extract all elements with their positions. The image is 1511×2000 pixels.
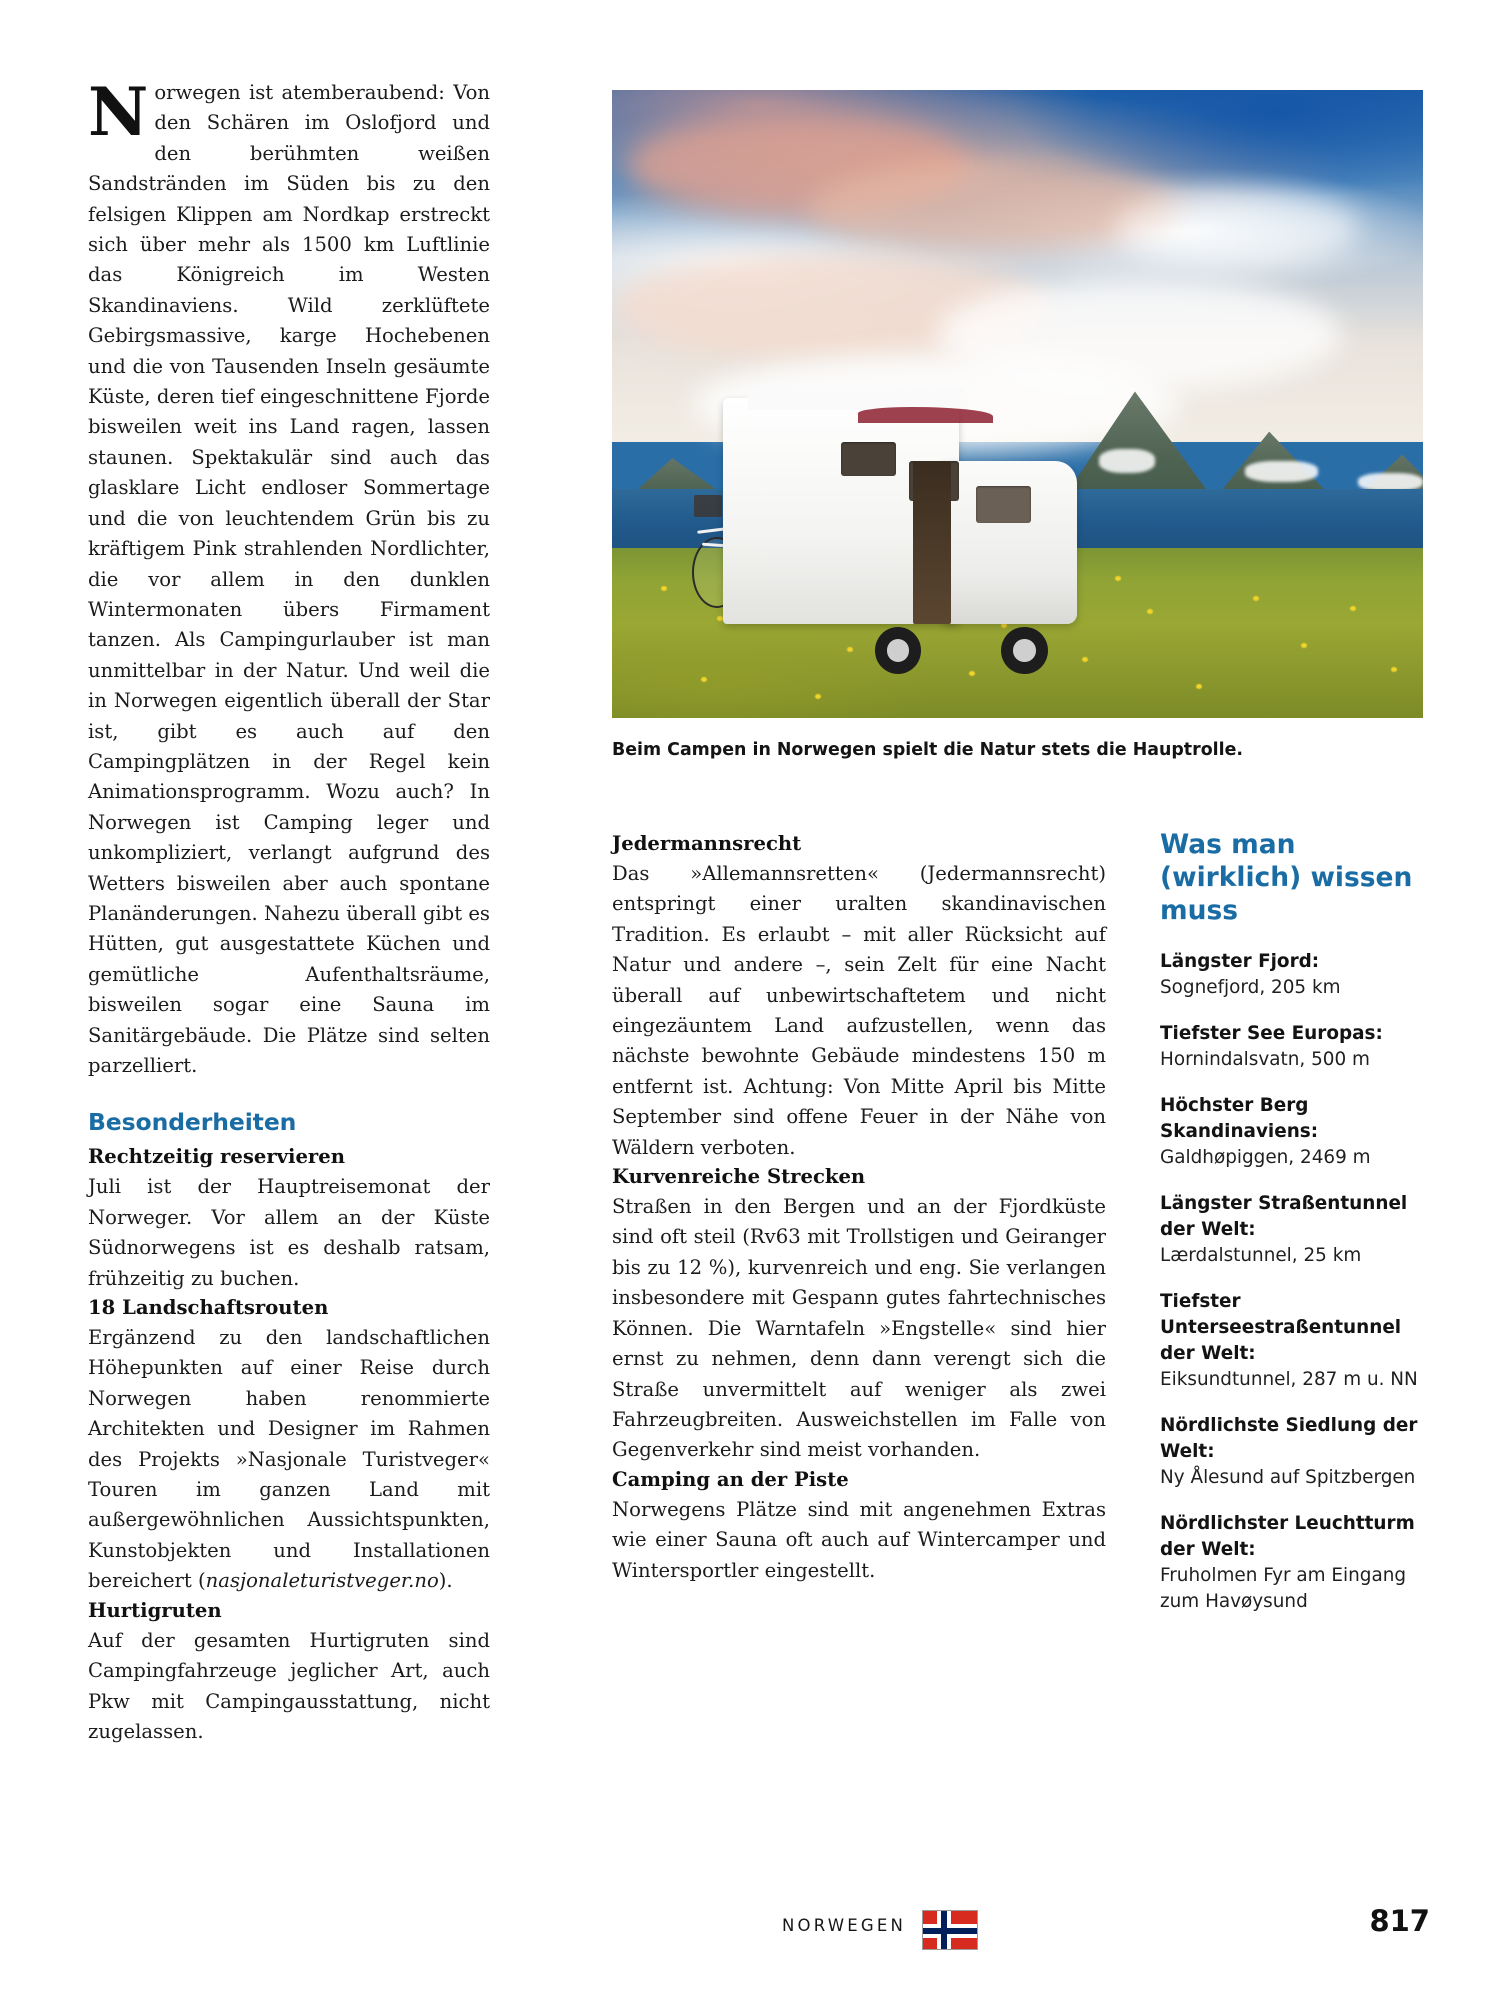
fact-value: Eiksundtunnel, 287 m u. NN — [1160, 1369, 1418, 1390]
fact-label: Längster Straßentunnel der Welt: — [1160, 1193, 1408, 1240]
fact-value: Fruholmen Fyr am Eingang zum Havøysund — [1160, 1565, 1407, 1612]
subheading-camping-an-der-piste: Camping an der Piste — [612, 1467, 849, 1491]
fact-item — [1160, 1289, 1430, 1393]
image-caption — [612, 738, 1423, 762]
subheading-rechtzeitig-reservieren: Rechtzeitig reservieren — [88, 1145, 345, 1169]
hero-image-frame — [612, 90, 1423, 718]
intro-text: orwegen ist atemberaubend: Von den Schären im Oslofjord und den berühmten weißen Sandstränden im Süden bis zu den felsigen Klippen am Nordkap erstreckt sich über mehr als 1500 km Luftlinie das Königreich im Westen Skandinaviens. Wild zerklüftete Gebirgsmassive, karge Hochebenen und die von Tausenden Inseln gesäumte Küste, deren tief eingeschnittene Fjorde bisweilen weit ins Land ragen, lassen staunen. Spektakulär sind auch das glasklare Licht endloser Sommertage und die von leuchtendem Grün bis zu kräftigem Pink strahlenden Nordlichter, die vor allem in den dunklen Wintermonaten übers Firmament tanzen. Als Campingurlauber ist man unmittelbar in der Natur. Und weil die in Norwegen eigentlich überall der Star ist, gibt es auch auf den Campingplätzen in der Regel kein Animationsprogramm. Wozu auch? In Norwegen ist Camping leger und unkompliziert, verlangt aufgrund des Wetters bisweilen aber auch spontane Planänderungen. Nahezu überall gibt es Hütten, gut ausgestattete Küchen und gemütliche Aufenthaltsräume, bisweilen sogar eine Sauna im Sanitärgebäude. Die Plätze sind selten parzelliert. — [88, 81, 490, 1077]
fact-item — [1160, 1413, 1430, 1491]
website-reference: nasjonaleturistveger.no — [205, 1569, 439, 1593]
fact-item — [1160, 1093, 1430, 1171]
subheading-18-landschaftsrouten: 18 Landschaftsrouten — [88, 1296, 329, 1320]
paragraph-18-landschaftsrouten — [88, 1323, 490, 1597]
motorhome-wheel — [1001, 627, 1047, 674]
cloud-shape — [1115, 190, 1358, 265]
facts-sidebar — [1160, 828, 1430, 1635]
fact-label: Tiefster See Europas: — [1160, 1023, 1383, 1044]
fact-item — [1160, 949, 1430, 1001]
camping-photo — [612, 90, 1423, 718]
caption-text: Beim Campen in Norwegen spielt die Natur stets die Hauptrolle. — [612, 740, 1243, 760]
fact-label: Tiefster Unterseestraßentunnel der Welt: — [1160, 1291, 1402, 1364]
motorhome-door — [913, 461, 951, 624]
subheading-hurtigruten: Hurtigruten — [88, 1598, 222, 1622]
motorhome-wheel — [875, 627, 921, 674]
motorhome — [681, 366, 1103, 680]
drop-cap: N — [88, 73, 149, 151]
norway-flag-icon — [922, 1910, 978, 1950]
paragraph-kurvenreiche-strecken: Straßen in den Bergen und an der Fjordküste sind oft steil (Rv63 mit Trollstigen und Geiranger bis zu 12 %), kurvenreich und eng. Sie verlangen insbesondere mit Gespann gutes fahrtechnisches Können. Die Warntafeln »Engstelle« sind hier ernst zu nehmen, denn dann verengt sich die Straße unvermittelt auf weniger als zwei Fahrzeugbreiten. Ausweichstellen im Falle von Gegenverkehr sind meist vorhanden. — [612, 1195, 1106, 1462]
fact-item — [1160, 1021, 1430, 1073]
page-footer — [88, 1900, 1430, 1960]
motorhome-windscreen — [976, 486, 1031, 524]
fact-value: Lærdalstunnel, 25 km — [1160, 1245, 1362, 1266]
paragraph-jedermannsrecht: Das »Allemannsretten« (Jedermannsrecht) entspringt einer uralten skandinavischen Tradition. Es erlaubt – mit aller Rücksicht auf Natur und andere –, sein Zelt für eine Nacht überall auf unbewirtschaftetem und nicht eingezäuntem Land aufzustellen, wenn das nächste bewohnte Gebäude mindestens 150 m entfernt ist. Achtung: Von Mitte April bis Mitte September sind offene Feuer in der Nähe von Wäldern verboten. — [612, 862, 1106, 1159]
paragraph-hurtigruten: Auf der gesamten Hurtigruten sind Campingfahrzeuge jeglicher Art, auch Pkw mit Campingausstattung, nicht zugelassen. — [88, 1628, 490, 1743]
fact-value: Hornindalsvatn, 500 m — [1160, 1049, 1370, 1070]
bicycle-basket — [694, 495, 722, 517]
intro-paragraph — [88, 73, 490, 1081]
fact-item — [1160, 1511, 1430, 1615]
sidebar-title: Was man (wirklich) wissen muss — [1160, 829, 1413, 926]
left-column — [88, 73, 490, 1747]
paragraph-camping-an-der-piste: Norwegens Plätze sind mit angenehmen Extras wie einer Sauna oft auch auf Wintercamper und Wintersportler eingestellt. — [612, 1497, 1106, 1582]
fact-value: Sognefjord, 205 km — [1160, 977, 1341, 998]
footer-country-label: NORWEGEN — [781, 1916, 906, 1935]
motorhome-window — [841, 442, 896, 477]
fact-value: Galdhøpiggen, 2469 m — [1160, 1147, 1371, 1168]
fact-label: Nördlichste Siedlung der Welt: — [1160, 1415, 1418, 1462]
motorhome-stripe — [858, 407, 993, 423]
fact-label: Nördlichster Leuchtturm der Welt: — [1160, 1513, 1415, 1560]
paragraph-text-after: ). — [438, 1569, 453, 1593]
fact-label: Höchster Berg Skandinaviens: — [1160, 1095, 1319, 1142]
section-heading-besonderheiten: Besonderheiten — [88, 1108, 297, 1137]
page-number: 817 — [1369, 1904, 1430, 1938]
fact-item — [1160, 1191, 1430, 1269]
snow-patch — [1099, 449, 1156, 473]
paragraph-rechtzeitig-reservieren: Juli ist der Hauptreisemonat der Norweger. Vor allem an der Küste Südnorwegens ist es deshalb ratsam, frühzeitig zu buchen. — [88, 1175, 490, 1290]
snow-patch — [1245, 461, 1318, 482]
motorhome-cab — [942, 461, 1077, 624]
middle-column — [612, 830, 1106, 1586]
fact-value: Ny Ålesund auf Spitzbergen — [1160, 1467, 1416, 1488]
fact-label: Längster Fjord: — [1160, 951, 1320, 972]
subheading-jedermannsrecht: Jedermannsrecht — [612, 832, 802, 855]
paragraph-text-before: Ergänzend zu den landschaftlichen Höhepunkten auf einer Reise durch Norwegen haben renommierte Architekten und Designer im Rahmen des Projekts »Nasjonale Turistveger« Touren im ganzen Land mit außergewöhnlichen Aussichtspunkten, Kunstobjekten und Installationen bereichert ( — [88, 1326, 490, 1593]
subheading-kurvenreiche-strecken: Kurvenreiche Strecken — [612, 1165, 866, 1189]
